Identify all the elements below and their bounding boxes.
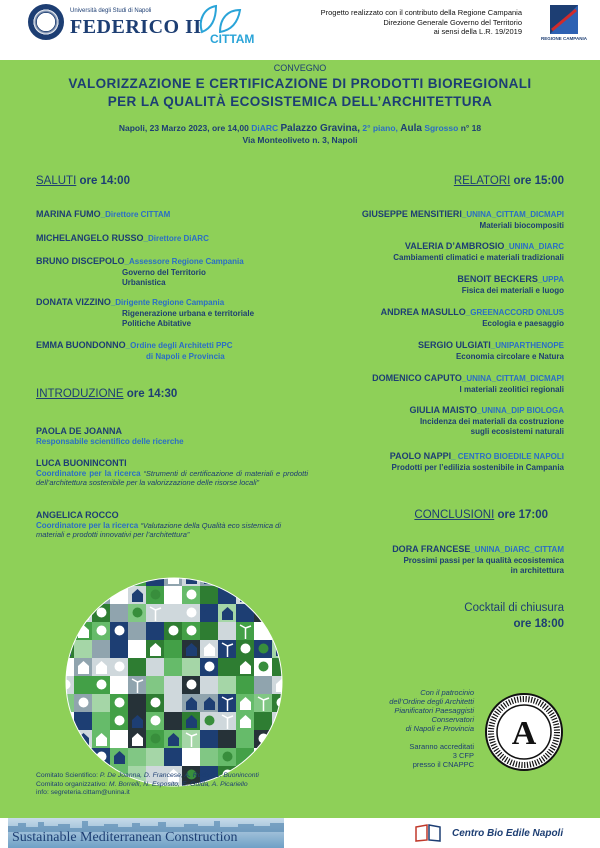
illustration-tile bbox=[236, 586, 255, 605]
region-shield-icon bbox=[536, 4, 592, 36]
house-icon bbox=[276, 769, 287, 782]
person-name: DORA FRANCESE bbox=[392, 544, 471, 554]
illustration-tile bbox=[58, 694, 75, 713]
illustration-tile bbox=[218, 676, 237, 695]
tree-icon bbox=[205, 716, 215, 726]
person-topic: Incidenza dei materiali da costruzione bbox=[419, 416, 564, 426]
tree-icon bbox=[151, 716, 161, 726]
illustration-tile bbox=[110, 730, 129, 749]
illustration-tile bbox=[110, 570, 129, 587]
person-name: BRUNO DISCEPOLO bbox=[36, 256, 125, 266]
illustration-tile bbox=[272, 730, 290, 749]
illustration-tile bbox=[58, 748, 75, 767]
person-name: EMMA BUONDONNO bbox=[36, 340, 126, 350]
cfp-line: 3 CFP bbox=[452, 751, 474, 760]
person-name: GIUSEPPE MENSITIERI bbox=[361, 209, 462, 219]
cfp-line: presso il CNAPPC bbox=[412, 760, 474, 769]
unina-logo bbox=[28, 4, 202, 44]
illustration-tile bbox=[200, 748, 219, 767]
main-area bbox=[0, 60, 600, 818]
section-saluti-name: SALUTI bbox=[36, 175, 77, 187]
house-icon bbox=[240, 571, 251, 584]
committee-info bbox=[36, 772, 259, 798]
section-conclusioni bbox=[414, 509, 548, 521]
tree-icon bbox=[205, 662, 215, 672]
person-sub: Urbanistica bbox=[122, 278, 166, 287]
event-address: Via Monteoliveto n. 3, Napoli bbox=[242, 135, 358, 145]
section-introduzione-time: ore 14:30 bbox=[126, 388, 178, 400]
illustration-tile bbox=[236, 604, 255, 623]
unina-subtitle: Università degli Studi di Napoli bbox=[70, 8, 152, 14]
event-room-no: n° 18 bbox=[460, 123, 482, 133]
event-room-name: Sgrosso bbox=[424, 123, 459, 133]
illustration-tile bbox=[74, 570, 93, 587]
pre-title: CONVEGNO bbox=[273, 63, 327, 73]
unina-name: FEDERICO II bbox=[70, 16, 202, 38]
event-details bbox=[0, 123, 600, 134]
illustration-tile bbox=[236, 748, 255, 767]
section-relatori-name: RELATORI bbox=[453, 175, 511, 187]
illustration-tile bbox=[200, 570, 219, 587]
person-affil: _UNINA_CITTAM_DICMAPI bbox=[461, 374, 564, 383]
illustration-tile bbox=[254, 676, 273, 695]
person-name: DONATA VIZZINO bbox=[36, 297, 111, 307]
person-sub: Rigenerazione urbana e territoriale bbox=[122, 308, 255, 318]
sustainable-city-illustration bbox=[58, 570, 290, 788]
wind-turbine-icon bbox=[96, 571, 107, 585]
house-icon bbox=[60, 733, 71, 746]
tree-icon bbox=[187, 590, 197, 600]
tree-icon bbox=[115, 626, 125, 636]
illustration-tile bbox=[110, 604, 129, 623]
smc-logo bbox=[8, 818, 284, 848]
tree-icon bbox=[151, 590, 161, 600]
tree-icon bbox=[169, 626, 179, 636]
illustration-tile bbox=[164, 640, 183, 659]
illustration-tile bbox=[254, 622, 273, 641]
illustration-tile bbox=[58, 570, 75, 587]
illustration-tile bbox=[92, 694, 111, 713]
tree-icon bbox=[277, 626, 287, 636]
person-role: Responsabile scientifico delle ricerche bbox=[36, 436, 184, 446]
person-name: LUCA BUONINCONTI bbox=[36, 458, 127, 468]
person-affil: _UPPA bbox=[537, 275, 564, 284]
illustration-tile bbox=[74, 676, 93, 695]
person-affil: _UNINA_CITTAM_DICMAPI bbox=[461, 210, 564, 219]
intro-person bbox=[36, 510, 308, 539]
committee-organizing: Comitato organizzativo: M. Borrelli, N. Esposito, E. Guida, A. Picariello bbox=[36, 780, 248, 788]
relatore bbox=[457, 274, 564, 296]
tree-icon bbox=[187, 680, 197, 690]
cfp-line: Saranno accreditati bbox=[409, 742, 474, 751]
illustration-tile bbox=[272, 712, 290, 731]
illustration-tile bbox=[110, 640, 129, 659]
tree-icon bbox=[115, 662, 125, 672]
illustration-tile bbox=[254, 712, 273, 731]
intro-person bbox=[36, 458, 308, 487]
intro-person bbox=[36, 426, 306, 447]
person-role: _Assessore Regione Campania bbox=[124, 257, 244, 266]
patronage-line: di Napoli e Provincia bbox=[405, 724, 474, 733]
event-city: Napoli, bbox=[118, 123, 148, 133]
title-line-2: PER LA QUALITÀ ECOSISTEMICA DELL’ARCHITETTURA bbox=[107, 94, 493, 109]
illustration-tile bbox=[272, 748, 290, 767]
tree-icon bbox=[223, 752, 233, 762]
person-affil: _UNIPARTHENOPE bbox=[490, 341, 564, 350]
person-name: PAOLO NAPPI bbox=[389, 451, 452, 461]
person-name: SERGIO ULGIATI bbox=[417, 340, 491, 350]
tree-icon bbox=[187, 626, 197, 636]
tree-icon bbox=[61, 680, 71, 690]
house-icon bbox=[60, 589, 71, 602]
illustration-tile bbox=[218, 730, 237, 749]
funding-credit bbox=[290, 8, 522, 37]
illustration-tile bbox=[92, 570, 111, 587]
illustration-tile bbox=[92, 712, 111, 731]
event-room: Aula bbox=[400, 123, 422, 134]
person-name: VALERIA D’AMBROSIO bbox=[404, 241, 505, 251]
tree-icon bbox=[115, 716, 125, 726]
illustration-tile bbox=[110, 676, 129, 695]
illustration-tile bbox=[128, 694, 147, 713]
section-saluti-time: ore 14:00 bbox=[79, 175, 130, 187]
illustration-tile bbox=[92, 640, 111, 659]
illustration-tile bbox=[128, 658, 147, 677]
illustration-tile bbox=[272, 640, 290, 659]
illustration-tile bbox=[218, 658, 237, 677]
relatore bbox=[410, 405, 564, 438]
person-affil: _UNINA_DIARC bbox=[504, 242, 564, 251]
illustration-tile bbox=[200, 586, 219, 605]
svg-text:A: A bbox=[511, 715, 537, 752]
region-campania-logo bbox=[536, 4, 586, 44]
tree-icon bbox=[97, 608, 107, 618]
illustration-tile bbox=[164, 658, 183, 677]
illustration-tile bbox=[254, 570, 273, 587]
house-icon bbox=[60, 643, 71, 656]
illustration-tile bbox=[58, 622, 75, 641]
credit-line: Progetto realizzato con il contributo della Regione Campania bbox=[320, 8, 522, 17]
relatore bbox=[362, 209, 564, 231]
person-role: _Direttore CITTAM bbox=[100, 210, 171, 219]
illustration-tile bbox=[272, 586, 290, 605]
event-date: 23 Marzo 2023 bbox=[149, 123, 208, 133]
person-topic: Materiali biocompositi bbox=[479, 220, 564, 230]
conclusioni-person bbox=[392, 544, 564, 577]
saluti-person bbox=[36, 209, 170, 221]
illustration-tile bbox=[272, 766, 290, 785]
illustration-tile bbox=[58, 712, 75, 731]
cbn-book-icon bbox=[414, 824, 442, 842]
tree-icon bbox=[115, 698, 125, 708]
person-detail bbox=[36, 521, 308, 539]
title-line-1: VALORIZZAZIONE E CERTIFICAZIONE DI PRODOTTI BIOREGIONALI bbox=[68, 76, 532, 91]
illustration-tile bbox=[200, 676, 219, 695]
section-conclusioni-time: ore 17:00 bbox=[497, 509, 548, 521]
section-saluti bbox=[36, 175, 130, 187]
illustration-tile bbox=[58, 640, 75, 659]
patronage-line: dell’Ordine degli Architetti bbox=[389, 697, 474, 706]
unina-seal-icon bbox=[28, 4, 64, 40]
illustration-tile bbox=[58, 604, 75, 623]
person-name: ANDREA MASULLO bbox=[380, 307, 466, 317]
section-introduzione-name: INTRODUZIONE bbox=[36, 388, 124, 400]
cbn-text: Centro Bio Edile Napoli bbox=[452, 828, 564, 839]
illustration-tile bbox=[58, 586, 75, 605]
person-detail bbox=[36, 469, 308, 487]
patronage-line: Conservatori bbox=[431, 715, 474, 724]
smc-text: Sustainable Mediterranean Construction bbox=[12, 830, 238, 845]
tree-icon bbox=[79, 698, 89, 708]
cocktail-time: ore 18:00 bbox=[513, 618, 564, 630]
person-topic: I materiali zeolitici regionali bbox=[459, 384, 564, 394]
person-affil: _ CENTRO BIOEDILE NAPOLI bbox=[451, 452, 564, 461]
saluti-person bbox=[36, 340, 233, 362]
illustration-tile bbox=[182, 658, 201, 677]
person-desc: “Valutazione della Qualità eco sistemica di materiali e prodotti innovativi per l’architettura” bbox=[36, 520, 281, 539]
illustration-tile bbox=[254, 586, 273, 605]
person-name: BENOIT BECKERS bbox=[457, 274, 538, 284]
person-name: MARINA FUMO bbox=[36, 209, 101, 219]
house-icon bbox=[60, 607, 71, 620]
footer bbox=[0, 818, 600, 848]
illustration-tile bbox=[128, 622, 147, 641]
illustration-tile bbox=[236, 570, 255, 587]
illustration-tile bbox=[146, 622, 165, 641]
section-relatori-time: ore 15:00 bbox=[513, 175, 564, 187]
header bbox=[0, 0, 600, 60]
illustration-tile bbox=[272, 604, 290, 623]
tree-icon bbox=[259, 644, 269, 654]
tree-icon bbox=[259, 752, 269, 762]
illustration-tile bbox=[182, 748, 201, 767]
saluti-person bbox=[36, 256, 244, 289]
illustration-tile bbox=[164, 604, 183, 623]
person-name: DOMENICO CAPUTO bbox=[372, 373, 462, 383]
cittam-name: CITTAM bbox=[210, 32, 255, 46]
tree-icon bbox=[241, 644, 251, 654]
tree-icon bbox=[187, 608, 197, 618]
house-icon bbox=[240, 589, 251, 602]
cocktail-label: Cocktail di chiusura bbox=[464, 602, 564, 614]
relatore bbox=[372, 373, 564, 395]
wind-turbine-icon bbox=[222, 571, 233, 585]
illustration-tile bbox=[236, 730, 255, 749]
house-icon bbox=[276, 733, 287, 746]
region-label: REGIONE CAMPANIA bbox=[541, 36, 587, 41]
illustration-tile bbox=[164, 748, 183, 767]
tree-icon bbox=[151, 698, 161, 708]
house-icon bbox=[186, 571, 197, 584]
illustration-tile bbox=[164, 694, 183, 713]
cittam-logo bbox=[190, 4, 280, 48]
person-role: Coordinatore per la ricerca bbox=[36, 520, 139, 530]
tree-icon bbox=[259, 590, 269, 600]
house-icon bbox=[168, 571, 179, 584]
illustration-tile bbox=[200, 730, 219, 749]
illustration-tile bbox=[236, 676, 255, 695]
saluti-person bbox=[36, 233, 209, 245]
person-topic: sugli ecosistemi naturali bbox=[470, 427, 564, 436]
event-time: , ore 14,00 bbox=[207, 123, 249, 133]
illustration-tile bbox=[146, 676, 165, 695]
tree-icon bbox=[151, 734, 161, 744]
event-venue: Palazzo Gravina, bbox=[280, 123, 360, 134]
person-affil: _GREENACCORD ONLUS bbox=[465, 308, 564, 317]
saluti-person bbox=[36, 297, 254, 330]
person-topic: Cambiamenti climatici e materiali tradizionali bbox=[393, 252, 564, 262]
committee-scientific: Comitato Scientifico: P. De Joanna, D. Francese, A. Rocco, L. Buoninconti bbox=[36, 772, 259, 779]
event-floor: 2° piano, bbox=[362, 123, 398, 133]
person-affil: _UNINA_DiARC_CITTAM bbox=[470, 545, 564, 554]
patronage-line: Pianificatori Paesaggisti bbox=[394, 706, 474, 715]
relatore bbox=[381, 307, 564, 329]
person-affil: _UNINA_DIP BIOLOGA bbox=[477, 406, 564, 415]
relatore bbox=[390, 451, 564, 473]
illustration-tile bbox=[128, 748, 147, 767]
section-conclusioni-name: CONCLUSIONI bbox=[414, 509, 495, 521]
patronage-line: Con il patrocinio bbox=[420, 688, 474, 697]
illustration-tile bbox=[74, 604, 93, 623]
tree-icon bbox=[97, 590, 107, 600]
person-topic: Ecologia e paesaggio bbox=[482, 318, 564, 328]
person-desc: “Strumenti di certificazione di materiali e prodotti dell’architettura sostenibile per la valorizzazione delle risorse locali” bbox=[36, 468, 308, 487]
illustration-tile bbox=[58, 730, 75, 749]
person-role: _Direttore DiARC bbox=[143, 234, 209, 243]
illustration-tile bbox=[146, 658, 165, 677]
illustration-tile bbox=[254, 604, 273, 623]
person-topic: Prossimi passi per la qualità ecosistemica bbox=[403, 555, 564, 565]
illustration-tile bbox=[74, 748, 93, 767]
person-topic: Prodotti per l’edilizia sostenibile in Campania bbox=[391, 462, 564, 472]
illustration-tile bbox=[218, 622, 237, 641]
tree-icon bbox=[97, 626, 107, 636]
illustration-tile bbox=[74, 640, 93, 659]
person-topic: Fisica dei materiali e luogo bbox=[461, 285, 564, 295]
person-topic: Economia circolare e Natura bbox=[455, 351, 564, 361]
tree-icon bbox=[133, 608, 143, 618]
house-icon bbox=[78, 607, 89, 620]
illustration-tile bbox=[92, 586, 111, 605]
person-name: MICHELANGELO RUSSO bbox=[36, 233, 144, 243]
illustration-tile bbox=[146, 748, 165, 767]
relatore bbox=[418, 340, 564, 362]
person-role: _Dirigente Regione Campania bbox=[110, 298, 225, 307]
illustration-tile bbox=[200, 622, 219, 641]
illustration-tile bbox=[164, 712, 183, 731]
illustration-tile bbox=[254, 748, 273, 767]
tree-icon bbox=[277, 698, 287, 708]
person-sub: Politiche Abitative bbox=[122, 319, 192, 328]
credit-line: Direzione Generale Governo del Territorio bbox=[383, 17, 522, 27]
relatore bbox=[393, 241, 564, 263]
person-name: ANGELICA ROCCO bbox=[36, 510, 119, 520]
tree-icon bbox=[133, 572, 143, 582]
tree-icon bbox=[277, 572, 287, 582]
illustration-tile bbox=[272, 622, 290, 641]
event-dept: DiARC bbox=[251, 123, 279, 133]
illustration-tile bbox=[164, 676, 183, 695]
order-architects-seal-icon bbox=[484, 692, 564, 772]
patronage-note bbox=[370, 688, 474, 733]
tree-icon bbox=[259, 662, 269, 672]
credit-line: ai sensi della L.R. 19/2019 bbox=[433, 27, 522, 36]
person-role: _Ordine degli Architetti PPC bbox=[125, 341, 233, 350]
illustration-tile bbox=[272, 570, 290, 587]
person-name: GIULIA MAISTO bbox=[409, 405, 478, 415]
person-sub: Governo del Territorio bbox=[122, 267, 206, 277]
illustration-tile bbox=[74, 586, 93, 605]
person-topic: in architettura bbox=[510, 566, 564, 575]
section-introduzione bbox=[36, 388, 177, 400]
illustration-tile bbox=[164, 586, 183, 605]
illustration-tile bbox=[218, 570, 237, 587]
house-icon bbox=[78, 571, 89, 584]
person-name: PAOLA DE JOANNA bbox=[36, 426, 123, 436]
person-role: Coordinatore per la ricerca bbox=[36, 468, 141, 478]
section-relatori bbox=[454, 175, 564, 187]
cfp-note bbox=[370, 742, 474, 769]
person-role: di Napoli e Provincia bbox=[146, 351, 225, 361]
committee-contact: info: segreteria.cittam@unina.it bbox=[36, 789, 130, 796]
tree-icon bbox=[97, 680, 107, 690]
